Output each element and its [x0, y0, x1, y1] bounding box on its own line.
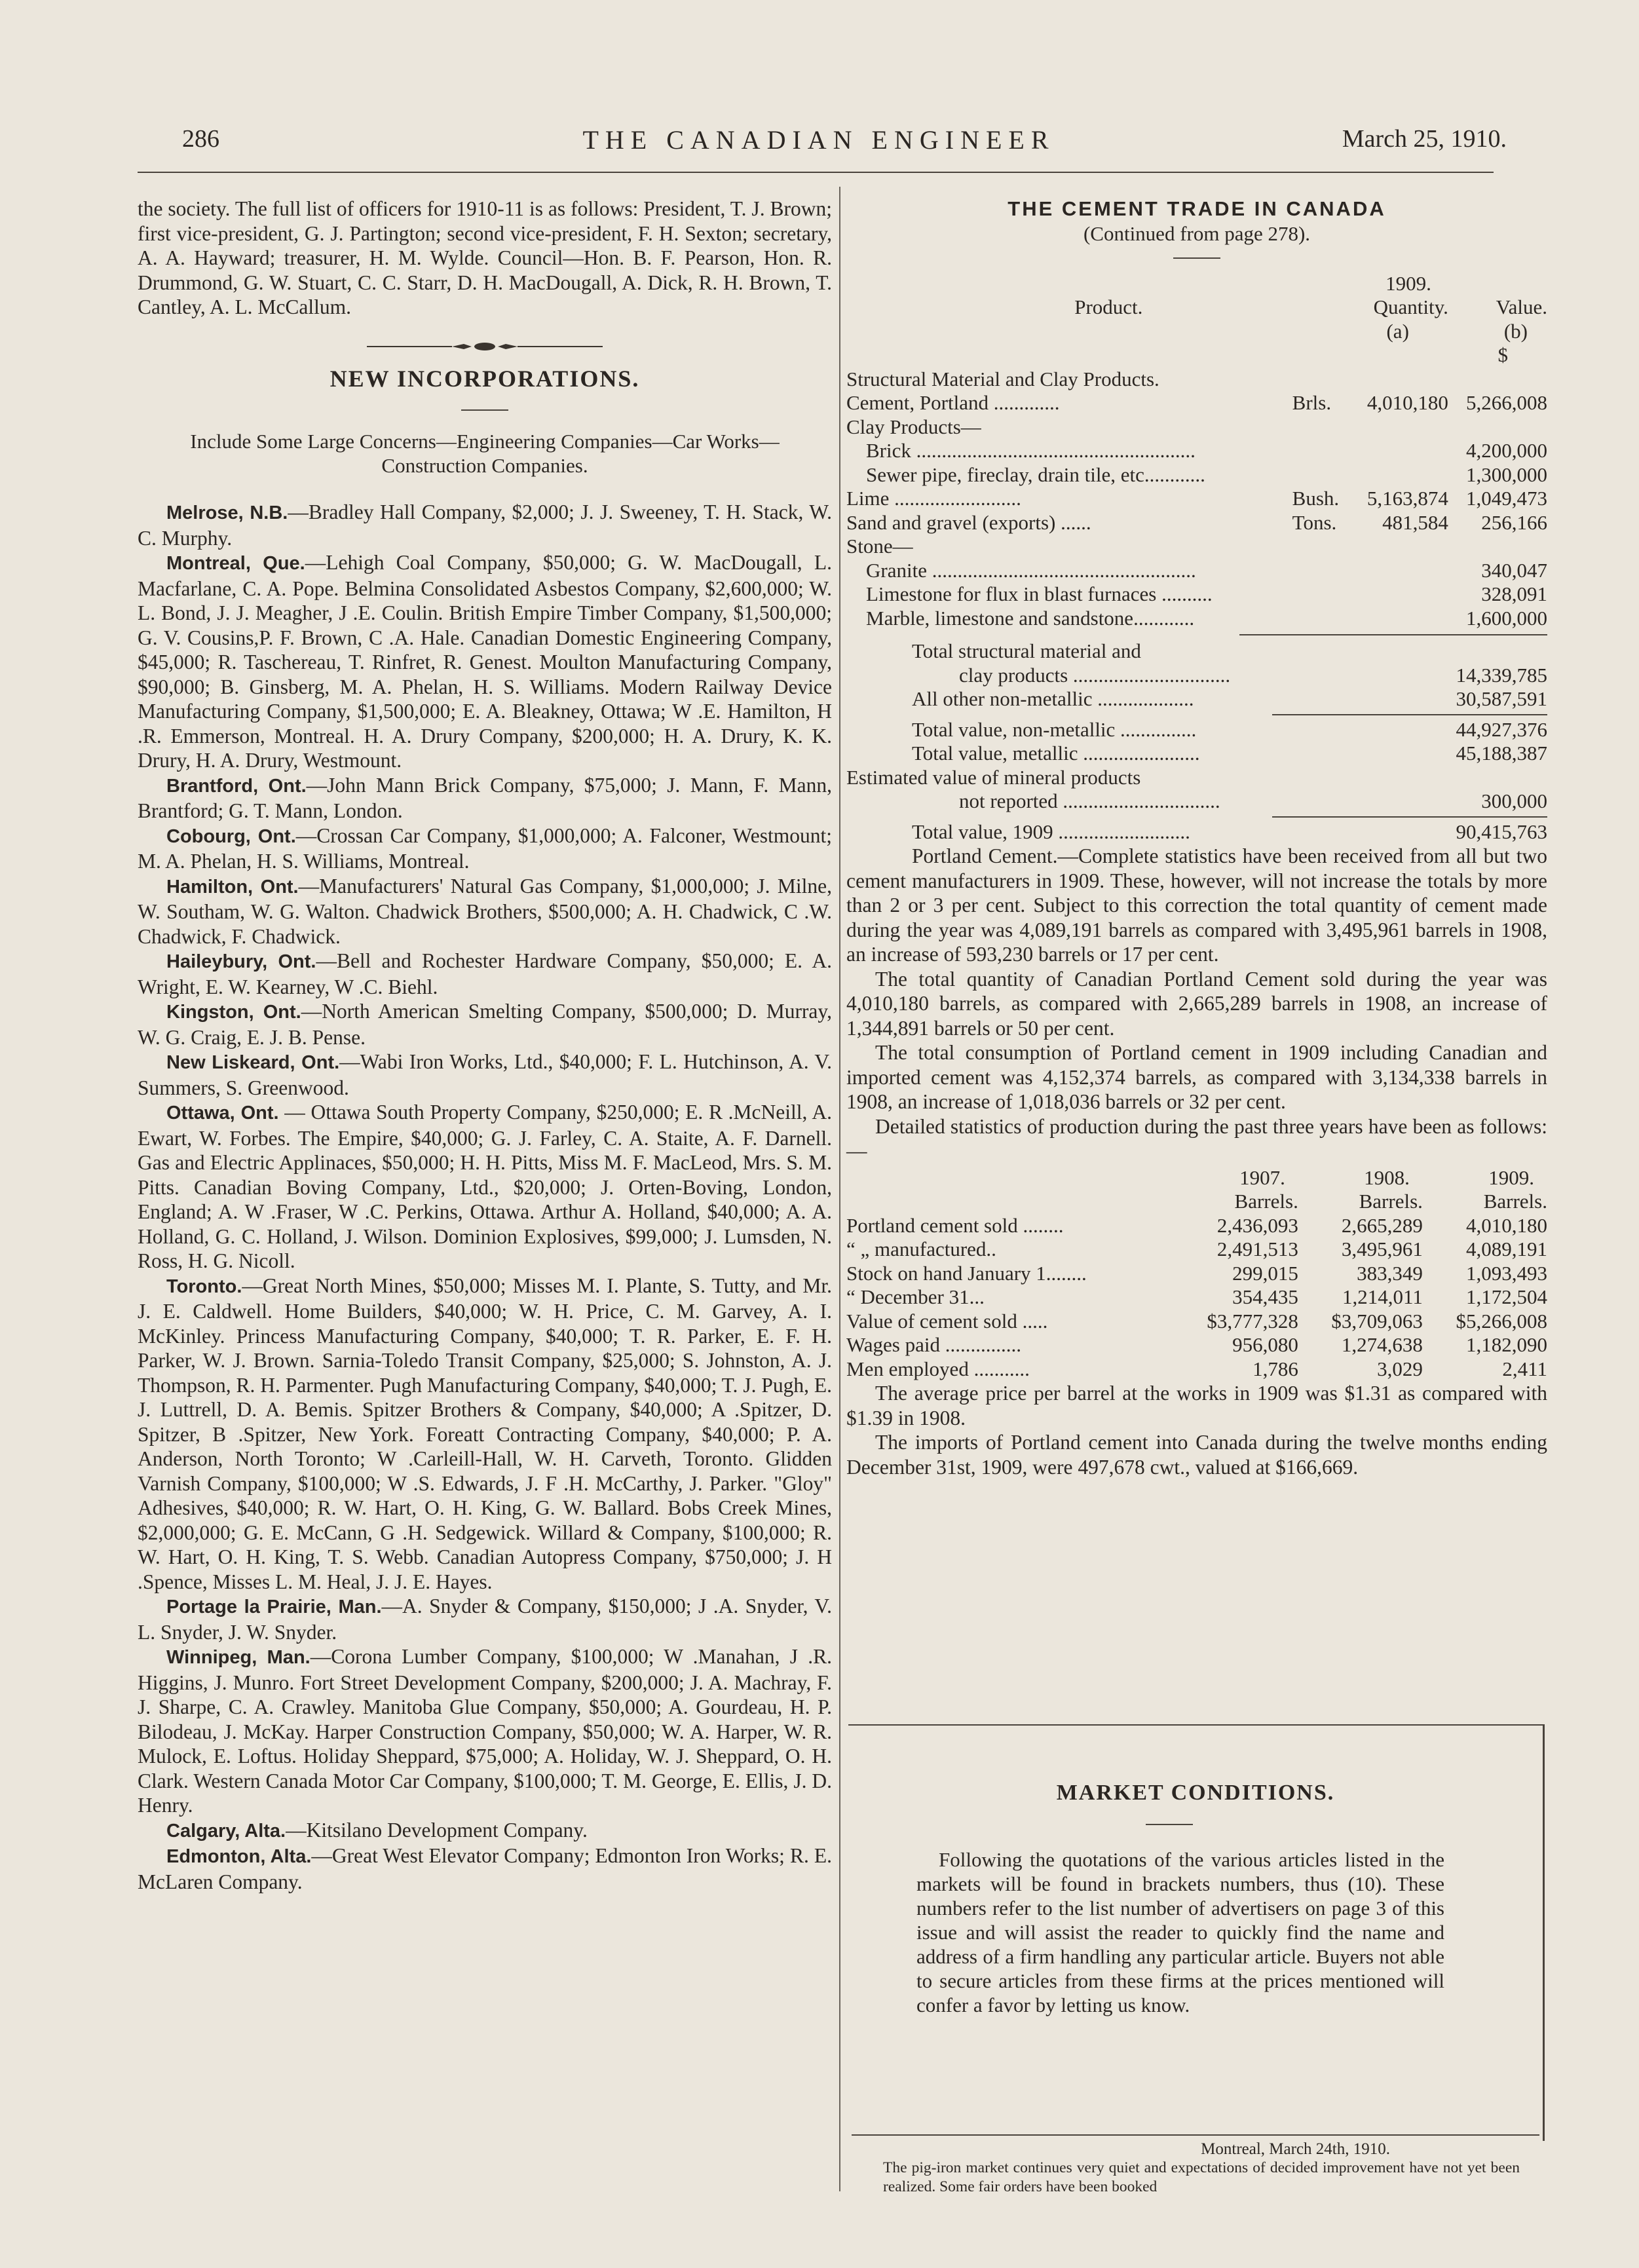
entry-place: Brantford, Ont.: [166, 775, 307, 797]
statistics-row: [846, 1285, 1547, 1310]
statistics-label: Wages paid ...............: [846, 1333, 1021, 1356]
product-unit: Tons.: [1292, 510, 1337, 534]
total-rule: [1272, 816, 1547, 818]
total-value: 44,927,376: [1456, 717, 1547, 741]
total-label: Estimated value of mineral products: [846, 765, 1141, 789]
statistics-value: 2,665,289: [1341, 1213, 1423, 1237]
product-row: [846, 607, 1547, 631]
entry-text: —Kitsilano Development Company.: [286, 1818, 588, 1842]
product-unit: [1292, 439, 1349, 463]
statistics-value: $3,777,328: [1207, 1309, 1298, 1332]
statistics-label: Value of cement sold .....: [846, 1309, 1048, 1332]
mineral-production-table: [846, 272, 1547, 631]
entry-place: New Liskeard, Ont.: [166, 1052, 340, 1073]
product-unit: [1292, 559, 1349, 583]
product-label: Granite ....................................................: [866, 558, 1196, 582]
product-row: [846, 559, 1547, 583]
ornament-divider: [138, 334, 832, 347]
product-value: 5,266,008: [1466, 391, 1547, 414]
incorporations-list: [138, 500, 832, 1894]
statistics-value: 2,411: [1502, 1357, 1547, 1380]
incorporation-entry: [138, 823, 832, 874]
product-row: [846, 463, 1547, 487]
total-row: [846, 639, 1547, 664]
product-unit: [1292, 368, 1349, 392]
closing-paragraph: The average price per barrel at the works in 1909 was $1.31 as compared with $1.39 in 1908.: [846, 1382, 1547, 1429]
total-row: [846, 664, 1547, 688]
cement-paragraphs: [846, 844, 1547, 1163]
left-column: [138, 197, 832, 1894]
incorporation-entry: [138, 999, 832, 1049]
statistics-value: 4,010,180: [1466, 1213, 1547, 1237]
product-value: [1448, 368, 1547, 392]
entry-place: Cobourg, Ont.: [166, 825, 296, 847]
issue-date: March 25, 1910.: [1342, 125, 1507, 153]
entry-text: —A. Snyder & Company, $150,000; J .A. Snyder, V. L. Snyder, J. W. Snyder.: [138, 1595, 832, 1644]
total-value: 300,000: [1481, 789, 1547, 812]
product-quantity: [1349, 439, 1448, 463]
total-label: Total value, 1909 ..........................: [912, 820, 1190, 843]
entry-place: Ottawa, Ont.: [166, 1103, 279, 1124]
totals-table: [846, 639, 1547, 844]
cement-statistics-table: [846, 1166, 1547, 1382]
currency-symbol: $: [1498, 343, 1508, 366]
total-rows: [846, 639, 1547, 844]
product-label: Clay Products—: [846, 415, 981, 438]
page-header: [131, 124, 1507, 164]
col-value-note: (b): [1503, 319, 1528, 343]
incorporation-entry: [138, 949, 832, 999]
statistics-value: 2,436,093: [1216, 1213, 1298, 1237]
product-row: [846, 439, 1547, 463]
statistics-label: “ December 31...: [846, 1285, 985, 1308]
unit-1909: Barrels.: [1483, 1190, 1547, 1213]
entry-place: Toronto.: [166, 1276, 242, 1297]
continued-note: (Continued from page 278).: [1083, 221, 1311, 245]
total-label: Total value, metallic .......................: [912, 742, 1200, 765]
market-title: MARKET CONDITIONS.: [1056, 1781, 1335, 1805]
product-row: [846, 391, 1547, 415]
entry-place: Kingston, Ont.: [166, 1002, 301, 1023]
total-row: [846, 742, 1547, 766]
ornament-icon: [367, 340, 603, 353]
entry-text: —Great West Elevator Company; Edmonton Iron Works; R. E. McLaren Company.: [138, 1844, 832, 1893]
product-row: [846, 582, 1547, 607]
statistics-value: 1,214,011: [1342, 1285, 1423, 1308]
entry-text: —Manufacturers' Natural Gas Company, $1,000,000; J. Milne, W. Southam, W. G. Walton. Chadwick Brothers, $500,000; A. H. Chadwick, C .W. Chadwick, F. Chadwick.: [138, 874, 832, 948]
title-rule: [1146, 1824, 1193, 1825]
incorporation-entry: [138, 1818, 832, 1844]
product-value: 328,091: [1481, 582, 1547, 605]
statistics-value: $3,709,063: [1331, 1309, 1423, 1332]
total-row: [846, 687, 1547, 711]
product-quantity: [1349, 582, 1448, 607]
product-label: Limestone for flux in blast furnaces ..........: [866, 582, 1213, 605]
total-label: clay products ...............................: [959, 663, 1231, 687]
entry-text: —Corona Lumber Company, $100,000; W .Manahan, J .R. Higgins, J. Munro. Fort Street Development Company, $200,000; J. A. Machray, F. J. Sharpe, C. A. Crawley. Manitoba Glue Company, $50,000; A. Gourdeau, H. P. Bilodeau, J. McKay. Harper Construction Company, $50,000; W. A. Harper, W. R. Mulock, E. Loftus. Holiday Sheppard, $75,000; A. Holiday, W. J. Sheppard, O. H. Clark. Western Canada Motor Car Company, $100,000; T. M. George, E. Ellis, J. D. Henry.: [138, 1645, 832, 1817]
section-title-cement: THE CEMENT TRADE IN CANADA: [1008, 197, 1386, 220]
product-label: Cement, Portland .............: [846, 391, 1060, 414]
year-1907: 1907.: [1239, 1165, 1285, 1189]
table-year: 1909.: [1385, 271, 1431, 295]
incorporation-entry: [138, 874, 832, 949]
incorporations-subtitle: Include Some Large Concerns—Engineering Companies—Car Works—Construction Companies.: [190, 430, 780, 477]
closing-paragraph: The imports of Portland cement into Canada during the twelve months ending December 31st, 1909, were 497,678 cwt., valued at $166,669.: [846, 1431, 1547, 1479]
total-value: [1412, 766, 1547, 790]
incorporation-entry: [138, 1594, 832, 1644]
product-quantity: [1349, 368, 1448, 392]
total-rule-row: [846, 814, 1547, 820]
entry-place: Edmonton, Alta.: [166, 1846, 312, 1867]
entry-text: —Bradley Hall Company, $2,000; J. J. Sweeney, T. H. Stack, W. C. Murphy.: [138, 501, 832, 550]
total-row: [846, 789, 1547, 814]
page-number: 286: [182, 125, 219, 153]
product-row: [846, 487, 1547, 511]
market-conditions-box: [848, 1724, 1545, 2141]
product-value: 340,047: [1481, 558, 1547, 582]
market-note-text: The pig-iron market continues very quiet and expectations of decided improvement have not yet been realized. Some fair orders have been booked: [883, 2159, 1520, 2195]
cement-paragraph: Portland Cement.—Complete statistics have been received from all but two cement manufacturers in 1909. These, however, will not increase the totals by more than 2 or 3 per cent. Subject to this correction the total quantity of cement made during the year was 4,089,191 barrels as compared with 3,495,961 barrels in 1908, an increase of 593,230 barrels or 17 per cent.: [846, 844, 1547, 966]
market-intro: [916, 1847, 1444, 2017]
product-value: 4,200,000: [1466, 439, 1547, 462]
statistics-row: [846, 1357, 1547, 1382]
closing-paragraphs: [846, 1381, 1547, 1479]
statistics-value: 1,093,493: [1466, 1261, 1547, 1285]
entry-text: —Wabi Iron Works, Ltd., $40,000; F. L. Hutchinson, A. V. Summers, S. Greenwood.: [138, 1050, 832, 1099]
unit-1907: Barrels.: [1234, 1190, 1298, 1213]
entry-text: — Ottawa South Property Company, $250,000; E. R .McNeill, A. Ewart, W. Forbes. The Empire, $40,000; G. J. Farley, C. A. Staite, A. F. Darnell. Gas and Electric Applinaces, $50,000; H. H. Pitts, Miss M. F. MacLeod, Mrs. S. M. Pitts. Canadian Boving Company, Ltd., $20,000; J. Orten-Boving, London, England; A. W .Fraser, W .C. Perkins, Ottawa. Arthur A. Holland, $40,000; A. A. Holland, G. C. Holland, J. Wilson. Dominion Explosives, $99,000; J. Lumsden, N. Ross, H. G. Nicoll.: [138, 1101, 832, 1272]
statistics-row: [846, 1214, 1547, 1238]
column-divider: [839, 187, 840, 2191]
total-value: [1412, 639, 1547, 664]
product-unit: [1292, 535, 1349, 559]
product-quantity: 4,010,180: [1366, 391, 1448, 414]
market-separator: [852, 2134, 1539, 2136]
statistics-value: $5,266,008: [1456, 1309, 1547, 1332]
statistics-value: 354,435: [1232, 1285, 1298, 1308]
col-product-header: Product.: [1074, 295, 1143, 318]
statistics-row: [846, 1310, 1547, 1334]
statistics-value: 3,029: [1377, 1357, 1423, 1380]
incorporation-entry: [138, 1843, 832, 1894]
product-label: Sewer pipe, fireclay, drain tile, etc............: [866, 463, 1205, 486]
entry-place: Calgary, Alta.: [166, 1820, 286, 1842]
total-rule-row: [846, 711, 1547, 718]
product-row: [846, 535, 1547, 559]
entry-text: —John Mann Brick Company, $75,000; J. Mann, F. Mann, Brantford; G. T. Mann, London.: [138, 773, 833, 822]
section-title-incorporations: NEW INCORPORATIONS.: [330, 365, 640, 392]
statistics-row: [846, 1333, 1547, 1357]
incorporation-entry: [138, 500, 832, 550]
unit-1908: Barrels.: [1359, 1190, 1423, 1213]
statistics-row: [846, 1262, 1547, 1286]
product-row: [846, 415, 1547, 440]
entry-place: Melrose, N.B.: [166, 502, 288, 523]
product-value: [1448, 535, 1547, 559]
total-row: [846, 820, 1547, 844]
entry-text: —Lehigh Coal Company, $50,000; G. W. MacDougall, L. Macfarlane, C. A. Pope. Belmina Consolidated Asbestos Company, $2,600,000; W. L. Bond, J. J. Meagher, J .E. Coulin. British Empire Timber Company, $1,500,000; G. V. Cousins,P. F. Brown, C .A. Hale. Canadian Domestic Engineering Company, $45,000; R. Taschereau, T. Rinfret, R. Genest. Moulton Manufacturing Company, $90,000; B. Ginsberg, M. A. Phelan, H. S. Williams. Modern Railway Device Manufacturing Company, $1,500,000; E. A. Bleakney, Ottawa; W .E. Hamilton, H .R. Emmerson, Montreal. H. A. Drury Company, $200,000; H. A. Drury, K. K. Drury, H. A. Drury, Westmount.: [138, 551, 832, 772]
product-value: 1,049,473: [1466, 487, 1547, 510]
product-label: Marble, limestone and sandstone............: [866, 606, 1195, 630]
total-label: Total value, non-metallic ...............: [912, 717, 1197, 741]
market-dateline: Montreal, March 24th, 1910.: [1201, 2140, 1390, 2158]
officers-paragraph: the society. The full list of officers for 1910-11 is as follows: President, T. J. Brown; first vice-president, G. J. Partington; second vice-president, F. H. Sexton; secretary, A. A. Hayward; treasurer, H. M. Wylde. Council—Hon. B. F. Pearson, Hon. R. Drummond, G. W. Stuart, C. C. Starr, D. H. MacDougall, A. Dick, R. H. Brown, T. Cantley, A. L. McCallum.: [138, 197, 832, 318]
product-label: Brick .......................................................: [866, 439, 1196, 462]
entry-text: —Crossan Car Company, $1,000,000; A. Falconer, Westmount; M. A. Phelan, H. S. Williams, Montreal.: [138, 823, 832, 873]
total-label: Total structural material and: [912, 639, 1141, 662]
statistics-label: “ „ manufactured..: [846, 1238, 996, 1260]
entry-place: Haileybury, Ont.: [166, 951, 316, 972]
entry-place: Portage la Prairie, Man.: [166, 1597, 382, 1617]
product-unit: Bush.: [1292, 487, 1340, 510]
statistics-value: 2,491,513: [1216, 1238, 1298, 1260]
statistics-value: 383,349: [1357, 1261, 1423, 1285]
statistics-value: 3,495,961: [1341, 1238, 1423, 1260]
product-value: 1,300,000: [1466, 463, 1547, 486]
col-quantity-header: Quantity.: [1373, 295, 1448, 318]
entry-place: Montreal, Que.: [166, 553, 305, 574]
total-row: [846, 766, 1547, 790]
statistics-rows: [846, 1214, 1547, 1382]
statistics-value: 1,786: [1253, 1357, 1298, 1380]
statistics-value: 299,015: [1232, 1261, 1298, 1285]
product-unit: [1292, 463, 1349, 487]
statistics-value: 4,089,191: [1466, 1238, 1547, 1260]
product-unit: [1292, 415, 1349, 440]
year-1908: 1908.: [1364, 1165, 1410, 1189]
entry-place: Hamilton, Ont.: [166, 876, 299, 898]
year-1909: 1909.: [1488, 1165, 1534, 1189]
header-rule: [138, 172, 1494, 173]
statistics-label: Men employed ...........: [846, 1357, 1030, 1380]
incorporation-entry: [138, 1049, 832, 1100]
entry-text: —North American Smelting Company, $500,000; D. Murray, W. G. Craig, E. J. B. Pense.: [138, 1000, 832, 1049]
journal-title: THE CANADIAN ENGINEER: [582, 125, 1055, 155]
product-quantity: [1349, 415, 1448, 440]
total-value: 14,339,785: [1456, 663, 1547, 687]
product-unit: [1292, 582, 1349, 607]
market-body: Following the quotations of the various articles listed in the markets will be found in brackets numbers, thus (10). These numbers refer to the list number of advertisers on page 3 of this issue and will assist the reader to quickly find the name and address of a firm handling any particular article. Buyers not able to secure articles from these firms at the prices mentioned will confer a favor by letting us know.: [916, 1848, 1444, 2016]
entry-text: —Bell and Rochester Hardware Company, $50,000; E. A. Wright, E. W. Kearney, W .C. Biehl.: [138, 949, 832, 998]
right-column: [846, 197, 1547, 1479]
col-value-header: Value.: [1496, 295, 1547, 318]
market-note: [852, 2140, 1546, 2197]
cement-paragraph: Detailed statistics of production during the past three years have been as follows:—: [846, 1114, 1547, 1162]
total-label: not reported ...............................: [959, 789, 1220, 812]
product-label: Stone—: [846, 535, 913, 558]
product-quantity: [1349, 559, 1448, 583]
title-rule: [1173, 257, 1220, 259]
title-rule: [461, 409, 508, 411]
product-unit: [1292, 607, 1349, 631]
statistics-value: 1,274,638: [1341, 1333, 1423, 1356]
total-value: 45,188,387: [1456, 742, 1547, 765]
incorporation-entry: [138, 1100, 832, 1274]
product-unit: Brls.: [1292, 391, 1332, 414]
statistics-value: 956,080: [1232, 1333, 1298, 1356]
product-quantity: [1349, 607, 1448, 631]
entry-place: Winnipeg, Man.: [166, 1647, 311, 1668]
incorporation-entry: [138, 550, 832, 773]
cement-paragraph: The total consumption of Portland cement in 1909 including Canadian and imported cement was 4,152,374 barrels, as compared with 3,134,338 barrels in 1908, an increase of 1,018,036 barrels or 32 per cent.: [846, 1041, 1547, 1113]
subtotal-rule: [1239, 634, 1547, 635]
product-label: Structural Material and Clay Products.: [846, 367, 1159, 390]
product-label: Lime .........................: [846, 487, 1021, 510]
product-value: [1448, 415, 1547, 440]
incorporation-entry: [138, 1274, 832, 1595]
statistics-row: [846, 1238, 1547, 1262]
product-rows: [846, 368, 1547, 631]
total-rule: [1272, 714, 1547, 715]
col-quantity-note: (a): [1386, 319, 1409, 343]
statistics-label: Portland cement sold ........: [846, 1213, 1064, 1237]
product-quantity: 5,163,874: [1366, 487, 1448, 510]
total-value: 90,415,763: [1456, 820, 1547, 843]
product-row: [846, 511, 1547, 535]
product-value: 256,166: [1481, 510, 1547, 534]
product-quantity: [1349, 535, 1448, 559]
total-value: 30,587,591: [1456, 687, 1547, 710]
product-quantity: 481,584: [1382, 510, 1448, 534]
product-quantity: [1349, 463, 1448, 487]
entry-text: —Great North Mines, $50,000; Misses M. I. Plante, S. Tutty, and Mr. J. E. Caldwell. Home Builders, $40,000; W. H. Price, C. M. Garvey, A. I. McKinley. Princess Manufacturing Company, $40,000; T. R. Parker, E. F. H. Parker, W. J. Brown. Sarnia-Toledo Transit Company, $25,000; S. Johnston, A. J. Thompson, R. H. Parmenter. Pugh Manufacturing Company, $40,000; T. J. Pugh, E. J. Luttrell, D. A. Bemis. Spitzer Brothers & Company, $40,000; A .Spitzer, D. Spitzer, B .Spitzer, New York. Foreatt Contracting Company, $40,000; P. A. Anderson, North Toronto; W .Carleill-Hall, W. H. Carveth, Toronto. Glidden Varnish Company, $100,000; W .S. Edwards, J. F .H. McCarthy, J. Parker. "Gloy" Adhesives, $40,000; R. W. Hart, O. H. King, G. W. Ballard. Bobs Creek Mines, $2,000,000; G. E. McCann, G .H. Sedgewick. Willard & Company, $100,000; R. W. Hart, O. H. King, T. S. Webb. Canadian Autopress Company, $750,000; J. H .Spence, Misses L. M. Heal, J. J. E. Hayes.: [138, 1274, 832, 1593]
cement-paragraph: The total quantity of Canadian Portland Cement sold during the year was 4,010,180 barrels, as compared with 2,665,289 barrels in 1908, an increase of 1,344,891 barrels or 50 per cent.: [846, 967, 1547, 1040]
incorporation-entry: [138, 773, 832, 823]
total-row: [846, 718, 1547, 742]
product-label: Sand and gravel (exports) ......: [846, 510, 1091, 534]
product-value: 1,600,000: [1466, 606, 1547, 630]
incorporation-entry: [138, 1644, 832, 1818]
statistics-value: 1,182,090: [1466, 1333, 1547, 1356]
statistics-value: 1,172,504: [1466, 1285, 1547, 1308]
product-row: [846, 368, 1547, 392]
total-label: All other non-metallic ...................: [912, 687, 1194, 710]
statistics-label: Stock on hand January 1........: [846, 1261, 1087, 1285]
